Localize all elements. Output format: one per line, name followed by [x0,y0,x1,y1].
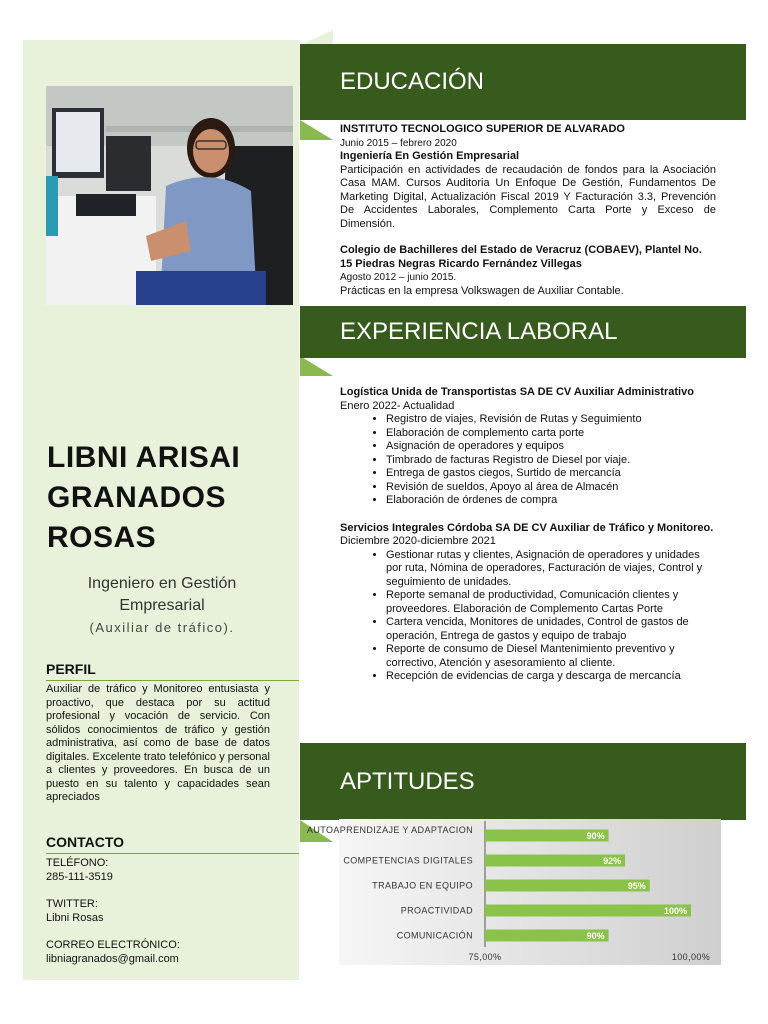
list-item: • Timbrado de facturas Registro de Diesel por viaje. [386,454,716,468]
list-item: • Cartera vencida, Monitores de unidades, Control de gastos de operación, Entrega de gastos y equipo de trabajo [386,616,716,643]
list-item: • Gestionar rutas y clientes, Asignación de operadores y unidades por ruta, Nómina de operadores, Facturación de viajes, Control y seguimiento de unidades. [386,549,716,590]
phone-label: TELÉFONO: [46,857,109,869]
chart-data-label: 92% [603,856,622,866]
name-line-3: ROSAS [47,521,157,554]
aptitudes-chart-svg [306,819,721,965]
educacion-content [340,123,716,298]
chart-category-label: PROACTIVIDAD [400,905,473,916]
job-subtitle: (Auxiliar de tráfico). [89,620,235,635]
chart-data-label: 100% [663,906,687,916]
chart-category-label: AUTOAPRENDIZAJE Y ADAPTACION [306,825,473,835]
chart-data-label: 90% [586,931,605,941]
contacto-divider [46,853,299,854]
edu-details-1: Participación en actividades de recaudación de fondos para la Asociación Casa MAM. Cursos Auditoria Un Enfoque De Gestión, Fundamentos De Marketing Digital, Actualización Fiscal 2019 Y Facturación 3.3, Prevención De Accidentes Laborales, Complemento Carta Porte y Exceso de Dimensión. [340,163,716,230]
perfil-text: Auxiliar de tráfico y Monitoreo entusiasta y proactivo, que destaca por su actitud profesional y vocación de servicio. Con sólidos conocimientos de tráfico y gestión administrativa, así como de base de datos digitales. Excelente trato telefónico y personal a clientes y proveedores. En busca de un puesto en su talento y capacidades sean apreciados [46,683,270,803]
job-title-line-2: Empresarial [119,597,205,614]
aptitudes-chart [306,819,721,965]
list-item: • Recepción de evidencias de carga y descarga de mercancía [386,670,716,684]
list-item: • Asignación de operadores y equipos [386,440,716,454]
list-item: • Reporte semanal de productividad, Comunicación clientes y proveedores. Elaboración de Complemento Cartas Porte [386,589,716,616]
job-1-dates: Enero 2022- Actualidad [340,399,455,412]
edu-dates-1: Junio 2015 – febrero 2020 [340,137,457,149]
job-1-bullets [340,413,716,508]
chart-data-label: 95% [627,881,646,891]
list-item: • Entrega de gastos ciegos, Surtido de mercancía [386,467,716,481]
chart-category-label: COMUNICACIÓN [396,930,473,941]
email-value: libniagranados@gmail.com [46,953,179,965]
chart-bar [485,905,691,917]
chart-tick-label: 100,00% [671,952,711,962]
person-photo-icon [46,86,293,305]
list-item: • Reporte de consumo de Diesel Mantenimiento preventivo y correctivo, Atención y asesoramiento al cliente. [386,643,716,670]
phone-value: 285-111-3519 [46,871,113,883]
experiencia-header: EXPERIENCIA LABORAL [300,306,746,358]
educacion-header: EDUCACIÓN [300,44,746,120]
candidate-name [47,438,287,558]
list-item: • Elaboración de órdenes de compra [386,494,716,508]
chart-category-label: COMPETENCIAS DIGITALES [343,855,473,866]
aptitudes-header: APTITUDES [300,743,746,820]
edu-school-1: INSTITUTO TECNOLOGICO SUPERIOR DE ALVARADO [340,123,625,135]
list-item: • Revisión de sueldos, Apoyo al área de Almacén [386,481,716,495]
job-2-bullets [340,549,716,684]
chart-category-label: TRABAJO EN EQUIPO [372,880,473,891]
email-block [46,938,180,966]
name-line-2: GRANADOS [47,481,227,514]
perfil-heading: PERFIL [46,661,96,677]
name-line-1: LIBNI ARISAI [47,441,241,474]
chart-bar [485,880,650,892]
email-label: CORREO ELECTRÓNICO: [46,939,180,951]
list-item: • Elaboración de complemento carta porte [386,427,716,441]
twitter-label: TWITTER: [46,898,98,910]
job-2-title: Servicios Integrales Córdoba SA DE CV Auxiliar de Tráfico y Monitoreo. [340,521,714,534]
twitter-block [46,897,103,925]
profile-photo [46,86,293,305]
job-title-line-1: Ingeniero en Gestión [87,575,237,592]
list-item: • Registro de viajes, Revisión de Rutas y Seguimiento [386,413,716,427]
experiencia-content [340,386,716,684]
twitter-value: Libni Rosas [46,912,104,924]
job-2-dates: Diciembre 2020-diciembre 2021 [340,535,496,547]
chart-tick-label: 75,00% [468,952,502,962]
chart-data-label: 90% [586,831,605,841]
edu-school-2: Colegio de Bachilleres del Estado de Veracruz (COBAEV), Plantel No. 15 Piedras Negras Ricardo Fernández Villegas [340,244,702,270]
edu-dates-2: Agosto 2012 – junio 2015. [340,272,457,283]
job-title [47,573,277,639]
edu-degree-1: Ingeniería En Gestión Empresarial [340,150,520,162]
edu-details-2: Prácticas en la empresa Volkswagen de Auxiliar Contable. [340,284,624,297]
perfil-divider [46,680,299,681]
phone-block [46,856,113,884]
contacto-heading: CONTACTO [46,834,125,850]
job-1-title: Logística Unida de Transportistas SA DE CV Auxiliar Administrativo [340,386,694,398]
